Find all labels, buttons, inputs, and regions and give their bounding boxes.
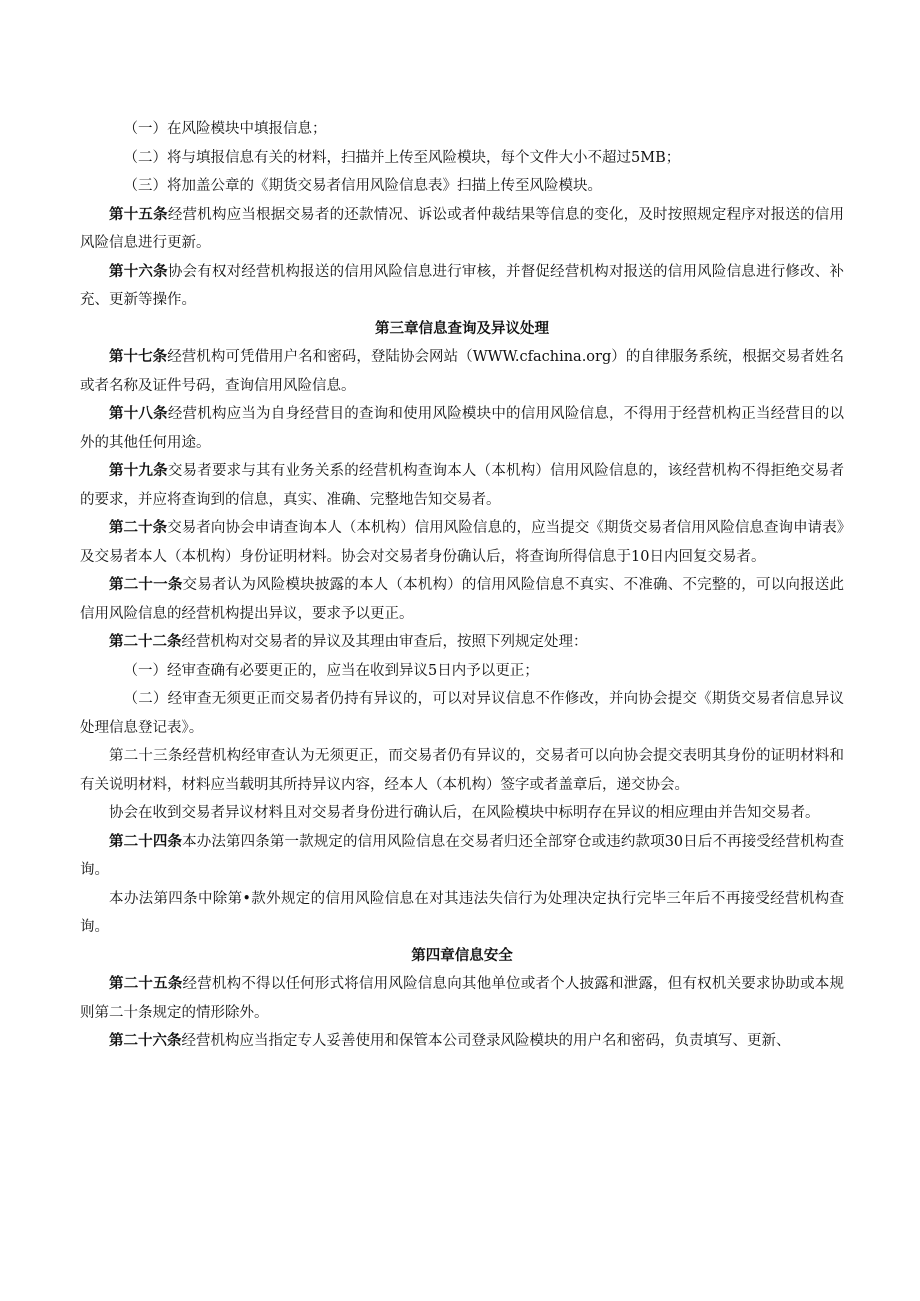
article-text: 经营机构应当为自身经营目的查询和使用风险模块中的信用风险信息，不得用于经营机构正当经营目的以外的其他任何用途。	[80, 406, 845, 451]
article-number: 第十六条	[109, 263, 168, 280]
article-number: 第二十六条	[109, 1033, 182, 1049]
list-item: （三）将加盖公章的《期货交易者信用风险信息表》扫描上传至风险模块。	[123, 178, 602, 194]
article-text: 协会有权对经营机构报送的信用风险信息进行审核，并督促经营机构对报送的信用风险信息进行修改、补充、更新等操作。	[80, 263, 845, 308]
article-paragraph	[80, 258, 844, 315]
chapter-heading: 第四章信息安全	[411, 947, 513, 964]
article-text: 经营机构不得以任何形式将信用风险信息向其他单位或者个人披露和泄露，但有权机关要求协助或本规则第二十条规定的情形除外。	[80, 976, 845, 1021]
article-text: 经营机构对交易者的异议及其理由审查后，按照下列规定处理：	[181, 634, 588, 650]
article-text: 经营机构应当指定专人妥善使用和保管本公司登录风险模块的用户名和密码，负责填写、更新、	[181, 1033, 791, 1049]
body-paragraph: 协会在收到交易者异议材料且对交易者身份进行确认后，在风险模块中标明存在异议的相应理由并告知交易者。	[109, 805, 820, 821]
article-paragraph	[80, 514, 844, 571]
body-paragraph: 第二十三条经营机构经审查认为无须更正，而交易者仍有异议的，交易者可以向协会提交表明其身份的证明材料和有关说明材料，材料应当载明其所持异议内容，经本人（本机构）签字或者盖章后，递交协会。	[80, 748, 844, 793]
article-text: 经营机构应当根据交易者的还款情况、诉讼或者仲裁结果等信息的变化，及时按照规定程序对报送的信用风险信息进行更新。	[80, 206, 845, 251]
article-number: 第二十条	[109, 520, 168, 536]
article-paragraph	[80, 343, 844, 400]
article-text: 交易者向协会申请查询本人（本机构）信用风险信息的，应当提交《期货交易者信用风险信息查询申请表》及交易者本人（本机构）身份证明材料。协会对交易者身份确认后，将查询所得信息于10日内回复交易者。	[80, 520, 845, 565]
article-number: 第二十四条	[109, 833, 183, 850]
article-number: 第十八条	[109, 406, 168, 422]
article-number: 第十九条	[109, 463, 168, 479]
article-number: 第二十二条	[109, 634, 182, 650]
article-number: 第二十一条	[109, 577, 183, 593]
article-text: 交易者要求与其有业务关系的经营机构查询本人（本机构）信用风险信息的，该经营机构不得拒绝交易者的要求，并应将查询到的信息，真实、准确、完整地告知交易者。	[80, 463, 845, 508]
article-text: 经营机构可凭借用户名和密码，登陆协会网站（WWW.cfachina.org）的自律服务系统，根据交易者姓名或者名称及证件号码，查询信用风险信息。	[80, 349, 845, 394]
article-paragraph	[80, 1027, 844, 1056]
article-number: 第十七条	[109, 349, 168, 365]
article-number: 第十五条	[109, 206, 168, 223]
article-paragraph	[80, 400, 844, 457]
list-item: （一）在风险模块中填报信息；	[123, 121, 327, 137]
article-paragraph	[80, 970, 844, 1027]
article-text: 交易者认为风险模块披露的本人（本机构）的信用风险信息不真实、不准确、不完整的，可以向报送此信用风险信息的经营机构提出异议，要求予以更正。	[80, 577, 845, 622]
article-text: 本办法第四条第一款规定的信用风险信息在交易者归还全部穿仓或违约款项30日后不再接受经营机构查询。	[80, 833, 845, 878]
article-paragraph	[80, 201, 844, 258]
list-item: （一）经审查确有必要更正的，应当在收到异议5日内予以更正；	[123, 662, 539, 679]
chapter-heading: 第三章信息查询及异议处理	[375, 320, 549, 337]
article-paragraph	[80, 457, 844, 514]
article-paragraph	[80, 571, 844, 628]
list-item: （二）将与填报信息有关的材料，扫描并上传至风险模块，每个文件大小不超过5MB；	[123, 149, 681, 166]
list-item: （二）经审查无须更正而交易者仍持有异议的，可以对异议信息不作修改，并向协会提交《期货交易者信息异议处理信息登记表》。	[80, 691, 844, 736]
article-number: 第二十五条	[109, 976, 183, 992]
article-paragraph	[80, 628, 844, 657]
body-paragraph: 本办法第四条中除第•款外规定的信用风险信息在对其违法失信行为处理决定执行完毕三年后不再接受经营机构查询。	[80, 890, 844, 935]
article-paragraph	[80, 828, 844, 885]
